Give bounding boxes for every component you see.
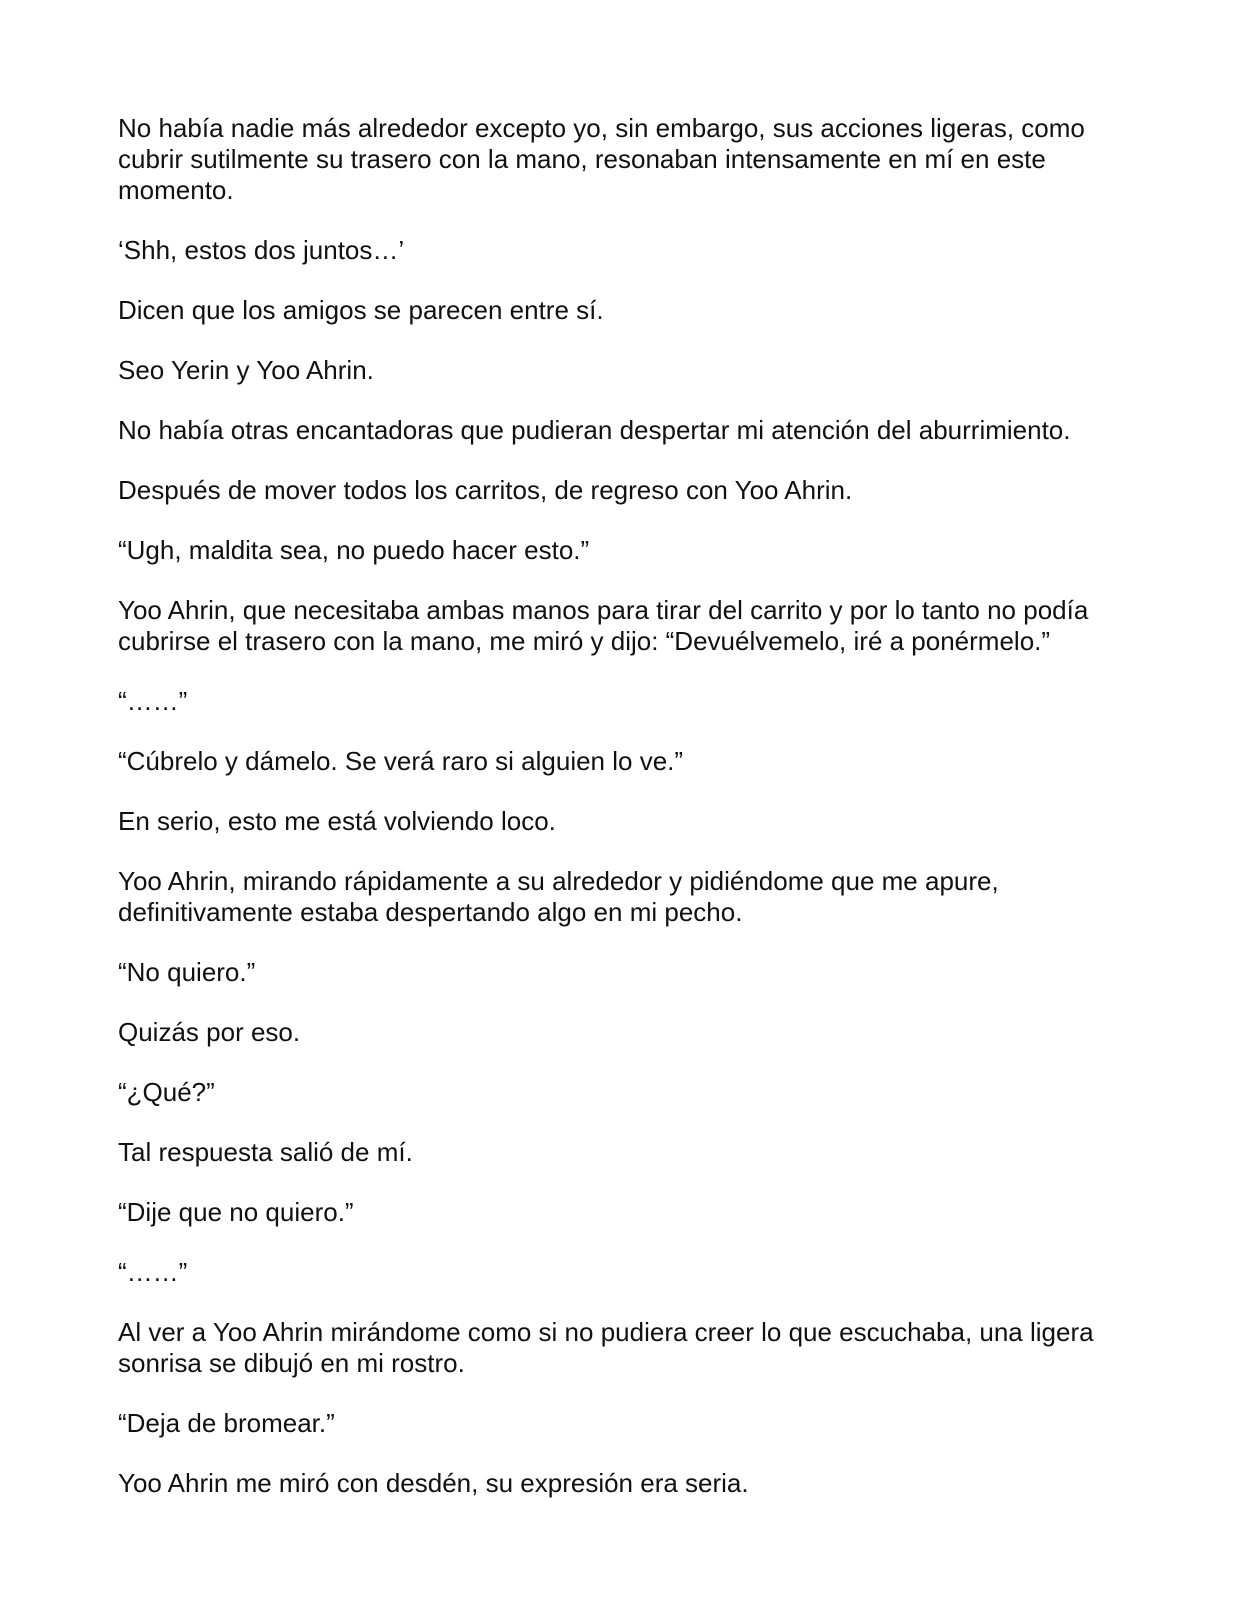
paragraph: No había otras encantadoras que pudieran despertar mi atención del aburrimiento. bbox=[118, 415, 1071, 445]
paragraph: “Dije que no quiero.” bbox=[118, 1197, 354, 1227]
paragraph: “¿Qué?” bbox=[118, 1077, 215, 1107]
paragraph: “Deja de bromear.” bbox=[118, 1408, 335, 1438]
paragraph: “No quiero.” bbox=[118, 957, 256, 987]
paragraph: Después de mover todos los carritos, de regreso con Yoo Ahrin. bbox=[118, 475, 853, 505]
paragraph: Dicen que los amigos se parecen entre sí. bbox=[118, 295, 604, 325]
paragraph: Seo Yerin y Yoo Ahrin. bbox=[118, 355, 374, 385]
paragraph: Al ver a Yoo Ahrin mirándome como si no pudiera creer lo que escuchaba, una ligera sonrisa se dibujó en mi rostro. bbox=[118, 1317, 1094, 1378]
paragraph: “……” bbox=[118, 686, 188, 716]
paragraph: Yoo Ahrin, que necesitaba ambas manos para tirar del carrito y por lo tanto no podía cubrirse el trasero con la mano, me miró y dijo: “Devuélvemelo, iré a ponérmelo.” bbox=[118, 595, 1089, 656]
paragraph: Quizás por eso. bbox=[118, 1017, 301, 1047]
paragraph: Yoo Ahrin, mirando rápidamente a su alrededor y pidiéndome que me apure, definitivamente estaba despertando algo en mi pecho. bbox=[118, 866, 999, 927]
paragraph: No había nadie más alrededor excepto yo, sin embargo, sus acciones ligeras, como cubrir sutilmente su trasero con la mano, resonaban intensamente en mí en este momento. bbox=[118, 113, 1085, 205]
paragraph: Tal respuesta salió de mí. bbox=[118, 1137, 413, 1167]
paragraph: Yoo Ahrin me miró con desdén, su expresión era seria. bbox=[118, 1468, 749, 1498]
paragraph: En serio, esto me está volviendo loco. bbox=[118, 806, 556, 836]
paragraph: ‘Shh, estos dos juntos…’ bbox=[118, 235, 405, 265]
paragraph: “Ugh, maldita sea, no puedo hacer esto.” bbox=[118, 535, 590, 565]
document-body bbox=[118, 113, 1128, 1528]
paragraph: “Cúbrelo y dámelo. Se verá raro si alguien lo ve.” bbox=[118, 746, 684, 776]
paragraph: “……” bbox=[118, 1257, 188, 1287]
